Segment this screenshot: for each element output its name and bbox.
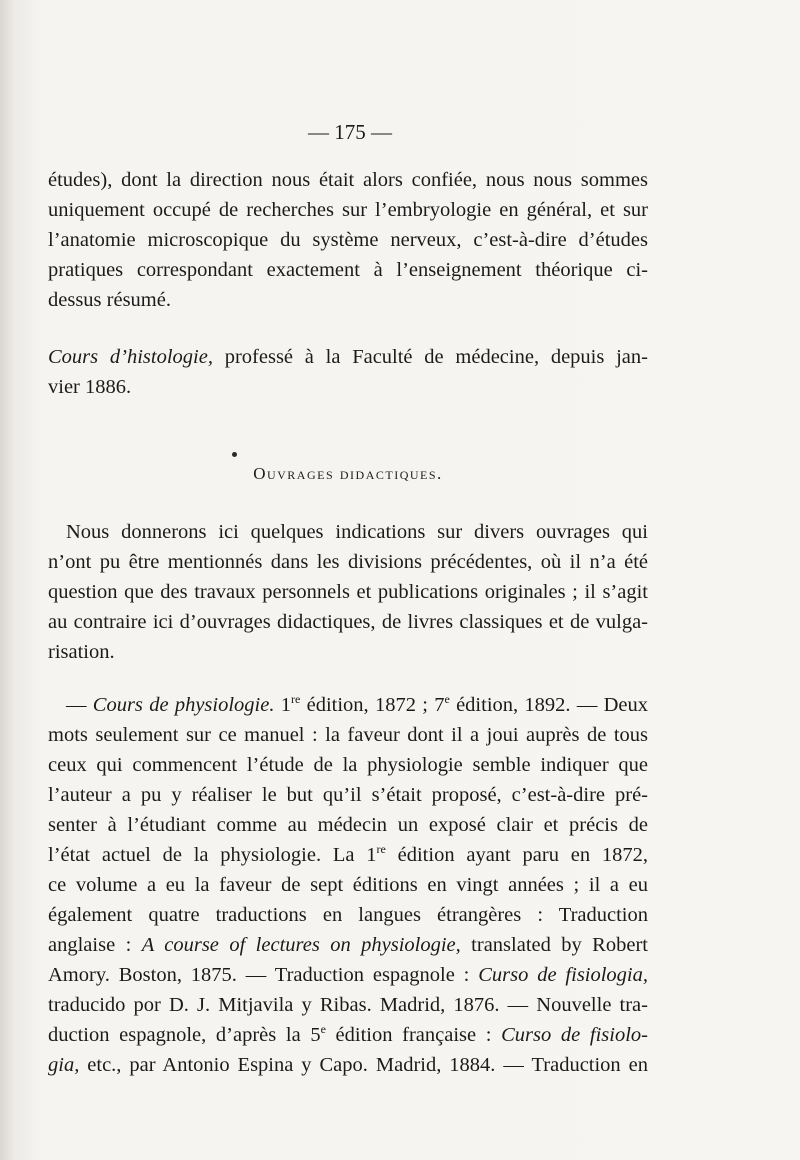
book-title: Curso de fisiologia, xyxy=(478,964,649,986)
paragraph-didactic-works xyxy=(48,517,648,667)
superscript: e xyxy=(320,1022,326,1036)
text-line xyxy=(48,1020,648,1050)
text-line: dessus résumé. xyxy=(48,289,171,311)
text-line: études), dont la direction nous était alors confiée, nous nous sommes xyxy=(48,169,648,191)
book-title: Curso de fisiolo- xyxy=(501,1024,648,1046)
book-title: A course of lectures on physiologie, xyxy=(141,934,461,956)
ink-dot xyxy=(232,452,237,457)
text-span: anglaise : xyxy=(48,934,142,956)
text-span: l’état actuel de la physiologie. La 1 xyxy=(48,844,377,866)
paragraph-intro xyxy=(48,165,648,315)
superscript: re xyxy=(376,842,386,856)
page-number: — 175 — xyxy=(308,120,392,144)
text-line: mots seulement sur ce manuel : la faveur dont il a joui auprès de tous xyxy=(48,724,648,746)
text-span: édition ayant paru en 1872, xyxy=(385,844,648,866)
text-line: au contraire ici d’ouvrages didactiques, de livres classiques et de vulga- xyxy=(48,611,648,633)
superscript: re xyxy=(291,692,301,706)
text-line: ceux qui commencent l’étude de la physiologie semble indiquer que xyxy=(48,754,648,776)
paragraph-histology-course xyxy=(48,342,648,402)
book-title: Cours de physiologie. xyxy=(92,694,275,716)
text-span: 1 xyxy=(274,694,291,716)
text-line: uniquement occupé de recherches sur l’embryologie en général, et sur xyxy=(48,199,648,221)
text-line: ce volume a eu la faveur de sept éditions en vingt années ; il a eu xyxy=(48,874,648,896)
course-title: Cours d’histologie, xyxy=(48,346,213,368)
text-line: l’anatomie microscopique du système nerveux, c’est-à-dire d’études xyxy=(48,229,648,251)
text-line: n’ont pu être mentionnés dans les divisions précédentes, où il n’a été xyxy=(48,551,648,573)
text-span: édition, 1872 ; 7 xyxy=(300,694,445,716)
text-line: vier 1886. xyxy=(48,376,132,398)
superscript: e xyxy=(444,692,450,706)
text-span: etc., par Antonio Espina y Capo. Madrid, 1884. — Traduction en xyxy=(79,1054,648,1076)
text-line xyxy=(48,930,648,960)
text-line xyxy=(48,690,648,720)
text-span: édition, 1892. — Deux xyxy=(449,694,649,716)
text-line: traducido por D. J. Mitjavila y Ribas. Madrid, 1876. — Nouvelle tra- xyxy=(48,994,648,1016)
text-line: également quatre traductions en langues étrangères : Traduction xyxy=(48,904,648,926)
text-line: Nous donnerons ici quelques indications sur divers ouvrages qui xyxy=(66,521,648,543)
text-line: senter à l’étudiant comme au médecin un exposé clair et précis de xyxy=(48,814,648,836)
text-span: duction espagnole, d’après la 5 xyxy=(48,1024,321,1046)
text-line: pratiques correspondant exactement à l’enseignement théorique ci- xyxy=(48,259,648,281)
text-span: édition française : xyxy=(325,1024,502,1046)
text-line xyxy=(48,960,648,990)
text-line: question que des travaux personnels et publications originales ; il s’agit xyxy=(48,581,648,603)
text-span: professé à la Faculté de médecine, depuis jan- xyxy=(212,346,648,368)
section-heading: Ouvrages didactiques. xyxy=(253,464,443,483)
text-line xyxy=(48,840,648,870)
text-line: risation. xyxy=(48,641,115,663)
text-span: Amory. Boston, 1875. — Traduction espagnole : xyxy=(48,964,479,986)
text-line xyxy=(48,342,648,372)
text-line: l’auteur a pu y réaliser le but qu’il s’était proposé, c’est-à-dire pré- xyxy=(48,784,648,806)
text-line xyxy=(48,1050,648,1080)
book-title: gia, xyxy=(48,1054,80,1076)
text-span: translated by Robert xyxy=(460,934,648,956)
paragraph-physiology-course xyxy=(48,690,648,1080)
text-span: — xyxy=(66,694,93,716)
